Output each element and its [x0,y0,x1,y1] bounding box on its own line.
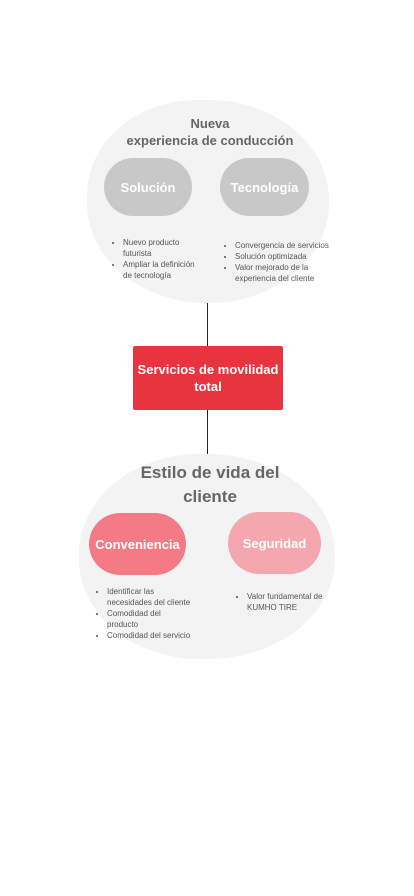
list-item: • Solución optimizada [235,251,335,262]
list-item: • Ampliar la definición de tecnología [123,259,203,281]
list-item: • Comodidad del servicio [107,630,193,641]
seguridad-list [233,591,347,613]
connector-top [207,303,208,346]
list-item: • Nuevo producto futurista [123,237,203,259]
conveniencia-list [93,586,193,641]
solucion-node: Solución [104,158,192,216]
central-node-label: Servicios de movilidad total [137,362,279,394]
list-item: • Valor mejorado de la experiencia del cliente [235,262,335,284]
seguridad-node: Seguridad [228,512,321,574]
solucion-list [109,237,203,281]
list-item: • Valor fundamental de KUMHO TIRE [247,591,347,613]
central-node [133,346,283,410]
top-cluster-title [110,115,310,149]
tecnologia-list [221,240,335,284]
bottom-cluster-title: Estilo de vida del cliente [140,463,280,506]
conveniencia-node: Conveniencia [89,513,186,575]
list-item: • Identificar las necesidades del cliente [107,586,193,608]
list-item: • Convergencia de servicios [235,240,335,251]
tecnologia-node: Tecnología [220,158,309,216]
top-title-line2: experiencia de conducción [126,133,294,148]
top-title-line1: Nueva [190,116,230,131]
list-item: • Comodidad del producto [107,608,193,630]
connector-bottom [207,410,208,454]
